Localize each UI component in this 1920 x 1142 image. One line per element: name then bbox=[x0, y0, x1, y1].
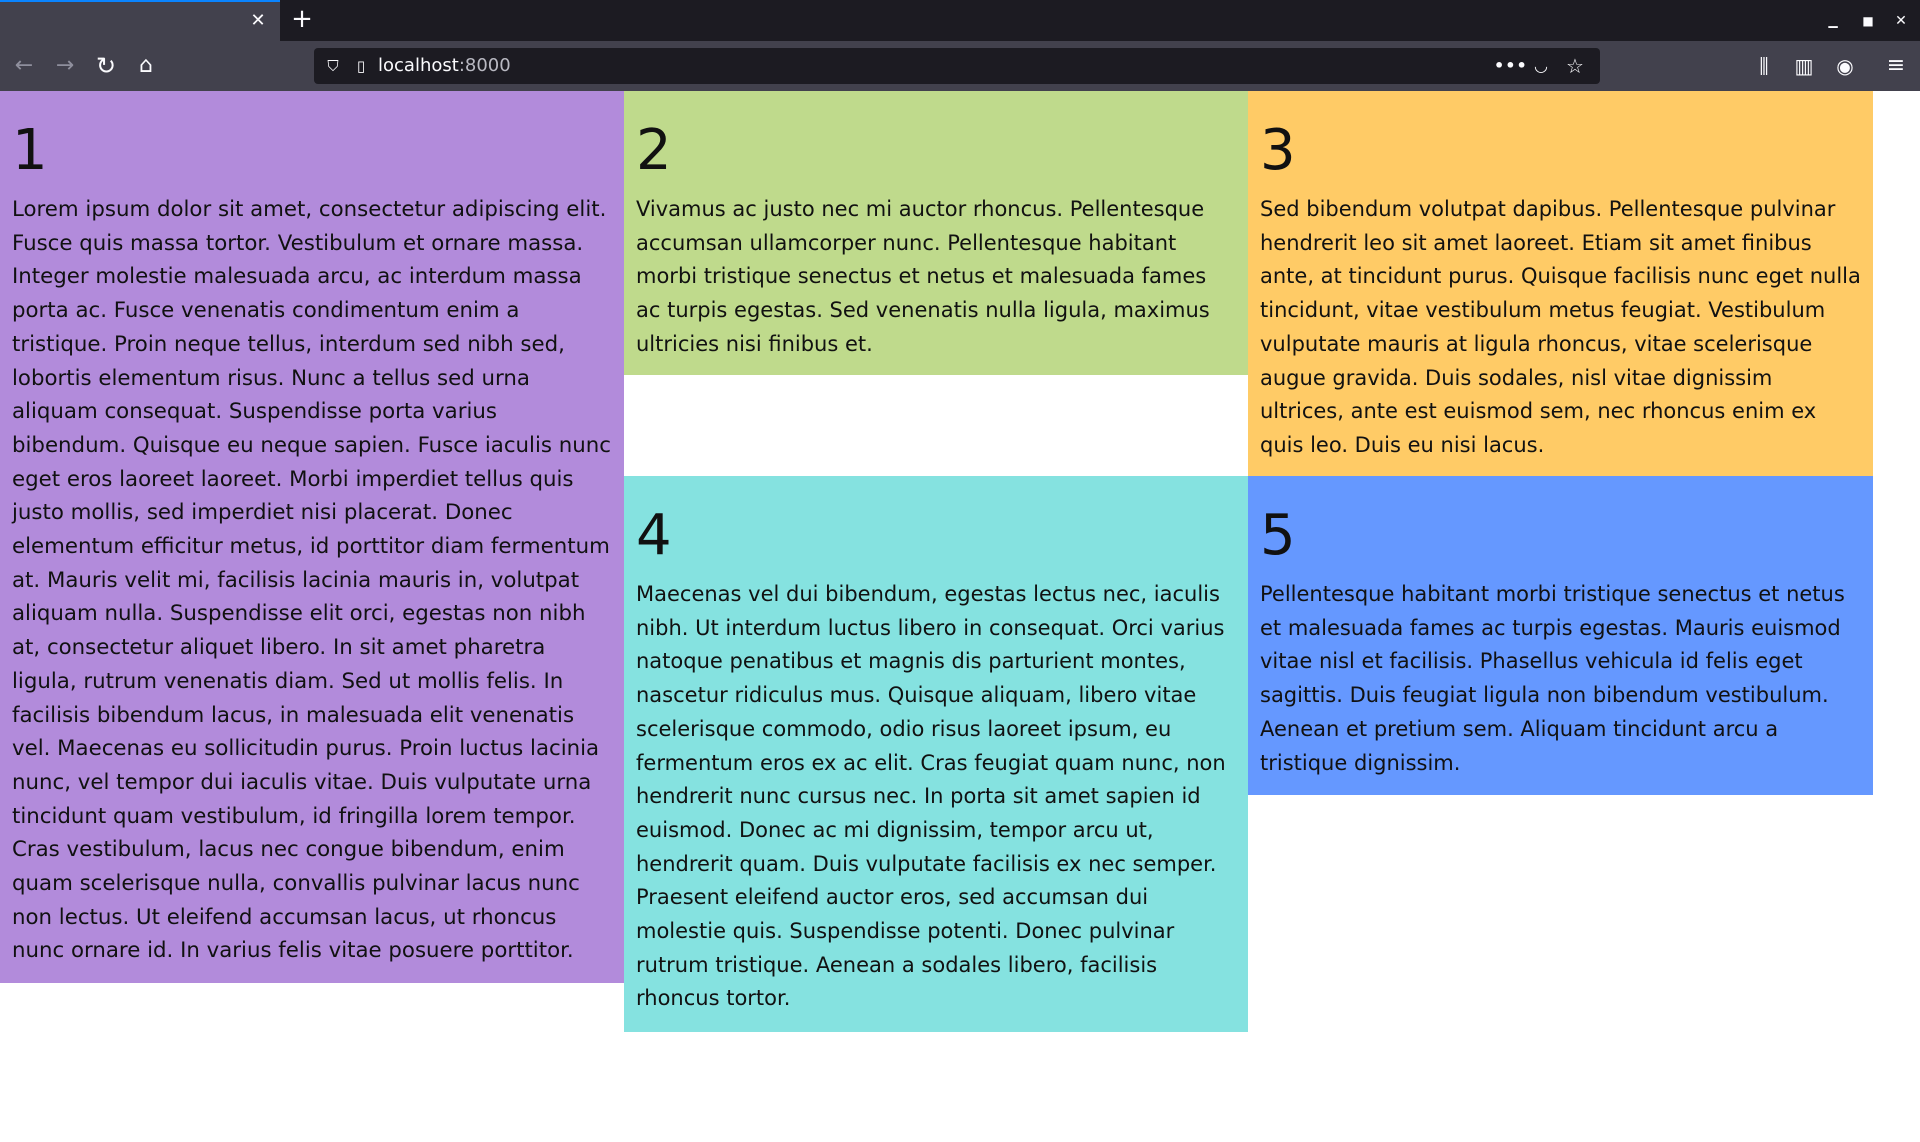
tracking-protection-shield-icon[interactable]: ⛉ bbox=[327, 57, 339, 75]
page-actions-more-icon[interactable]: ••• bbox=[1494, 56, 1528, 75]
url-text[interactable] bbox=[378, 48, 511, 84]
minimize-window-button[interactable]: ▁ bbox=[1828, 14, 1838, 28]
home-icon[interactable]: ⌂ bbox=[139, 53, 153, 78]
card-text: Lorem ipsum dolor sit amet, consectetur adipiscing elit. Fusce quis massa tortor. Vestibulum et ornare massa. Integer molestie malesuada arcu, ac interdum massa porta ac. Fusce venenatis condimentum enim a tristique. Proin neque tellus, interdum sed nibh sed, lobortis elementum risus. Nunc a tellus sed urna aliquam consequat. Suspendisse porta varius bibendum. Quisque eu neque sapien. Fusce iaculis nunc eget eros laoreet laoreet. Morbi imperdiet tellus quis justo mollis, sed imperdiet nisi placerat. Donec elementum efficitur metus, id porttitor diam fermentum at. Mauris velit mi, facilisis lacinia mauris in, volutpat aliquam nulla. Suspendisse elit orci, egestas non nibh at, consectetur aliquet libero. In sit amet pharetra ligula, rutrum venenatis diam. Sed ut mollis felis. In facilisis bibendum lacus, in malesuada elit venenatis vel. Maecenas eu sollicitudin purus. Proin luctus lacinia nunc, vel tempor dui iaculis vitae. Duis vulputate urna tincidunt quam vestibulum, id fringilla lorem tempor. Cras vestibulum, lacus nec congue bibendum, enim quam scelerisque nulla, convallis pulvinar lacus nunc non lectus. Ut eleifend accumsan lacus, ut rhoncus nunc ornare id. In varius felis vitae posuere porttitor. bbox=[12, 197, 611, 964]
library-icon[interactable]: ⫼ bbox=[1759, 54, 1769, 78]
bookmark-star-icon[interactable]: ☆ bbox=[1566, 54, 1584, 78]
card-text: Maecenas vel dui bibendum, egestas lectus nec, iaculis nibh. Ut interdum luctus libero in consequat. Orci varius natoque penatibus et magnis dis parturient montes, nascetur ridiculus mus. Quisque aliquam, libero vitae scelerisque commodo, odio risus laoreet ipsum, eu fermentum eros ex ac elit. Cras feugiat quam nunc, non hendrerit nunc cursus nec. In porta sit amet sapien id euismod. Donec ac mi dignissim, tempor arcu ut, hendrerit quam. Duis vulputate facilisis ex nec semper. Praesent eleifend auctor eros, sed accumsan dui molestie quis. Suspendisse potenti. Donec pulvinar rutrum tristique. Aenean a sodales libero, facilisis rhoncus tortor. bbox=[636, 582, 1226, 1011]
card-3 bbox=[1248, 91, 1873, 476]
sidebar-icon[interactable]: ▥ bbox=[1794, 54, 1814, 78]
card-number: 5 bbox=[1260, 503, 1296, 568]
card-1 bbox=[0, 91, 624, 983]
hamburger-menu-icon[interactable]: ≡ bbox=[1886, 53, 1906, 78]
navigation-toolbar bbox=[0, 41, 1920, 91]
card-number: 3 bbox=[1260, 118, 1296, 183]
address-bar[interactable] bbox=[314, 48, 1600, 84]
forward-arrow-icon[interactable]: → bbox=[55, 53, 75, 78]
card-text: Pellentesque habitant morbi tristique senectus et netus et malesuada fames ac turpis egestas. Mauris euismod vitae nisl et facilisis. Phasellus vehicula id felis eget sagittis. Duis feugiat ligula non bibendum vestibulum. Aenean et pretium sem. Aliquam tincidunt arcu a tristique dignissim. bbox=[1260, 582, 1845, 775]
card-4 bbox=[624, 476, 1248, 1032]
active-tab[interactable] bbox=[0, 0, 280, 41]
url-port: :8000 bbox=[458, 55, 511, 76]
card-number: 4 bbox=[636, 503, 672, 568]
card-2 bbox=[624, 91, 1248, 375]
close-tab-icon[interactable]: ✕ bbox=[250, 10, 266, 31]
page-info-icon[interactable]: ▯ bbox=[356, 57, 366, 75]
card-text: Sed bibendum volutpat dapibus. Pellentesque pulvinar hendrerit leo sit amet laoreet. Etiam sit amet finibus ante, at tincidunt purus. Quisque facilisis nunc eget nulla tincidunt, vitae vestibulum metus feugiat. Vestibulum vulputate mauris at ligula rhoncus, vitae scelerisque augue gravida. Duis sodales, nisl vitae dignissim ultrices, ante est euismod sem, nec rhoncus enim ex quis leo. Duis eu nisi lacus. bbox=[1260, 197, 1861, 457]
card-number: 1 bbox=[12, 118, 48, 183]
card-5 bbox=[1248, 476, 1873, 795]
url-host: localhost bbox=[378, 55, 459, 76]
pocket-icon[interactable]: ◡ bbox=[1534, 56, 1548, 75]
back-arrow-icon[interactable]: ← bbox=[14, 53, 34, 78]
close-window-button[interactable]: ✕ bbox=[1895, 13, 1907, 29]
card-number: 2 bbox=[636, 118, 672, 183]
page-content bbox=[0, 91, 1920, 1142]
maximize-window-button[interactable]: ■ bbox=[1862, 14, 1874, 28]
new-tab-button[interactable]: + bbox=[291, 4, 313, 34]
card-text: Vivamus ac justo nec mi auctor rhoncus. Pellentesque accumsan ullamcorper nunc. Pellentesque habitant morbi tristique senectus et netus et malesuada fames ac turpis egestas. Sed venenatis nulla ligula, maximus ultricies nisi finibus et. bbox=[636, 197, 1210, 356]
account-icon[interactable]: ◉ bbox=[1836, 54, 1854, 78]
tab-bar bbox=[0, 0, 1920, 41]
reload-icon[interactable]: ↻ bbox=[95, 52, 117, 80]
